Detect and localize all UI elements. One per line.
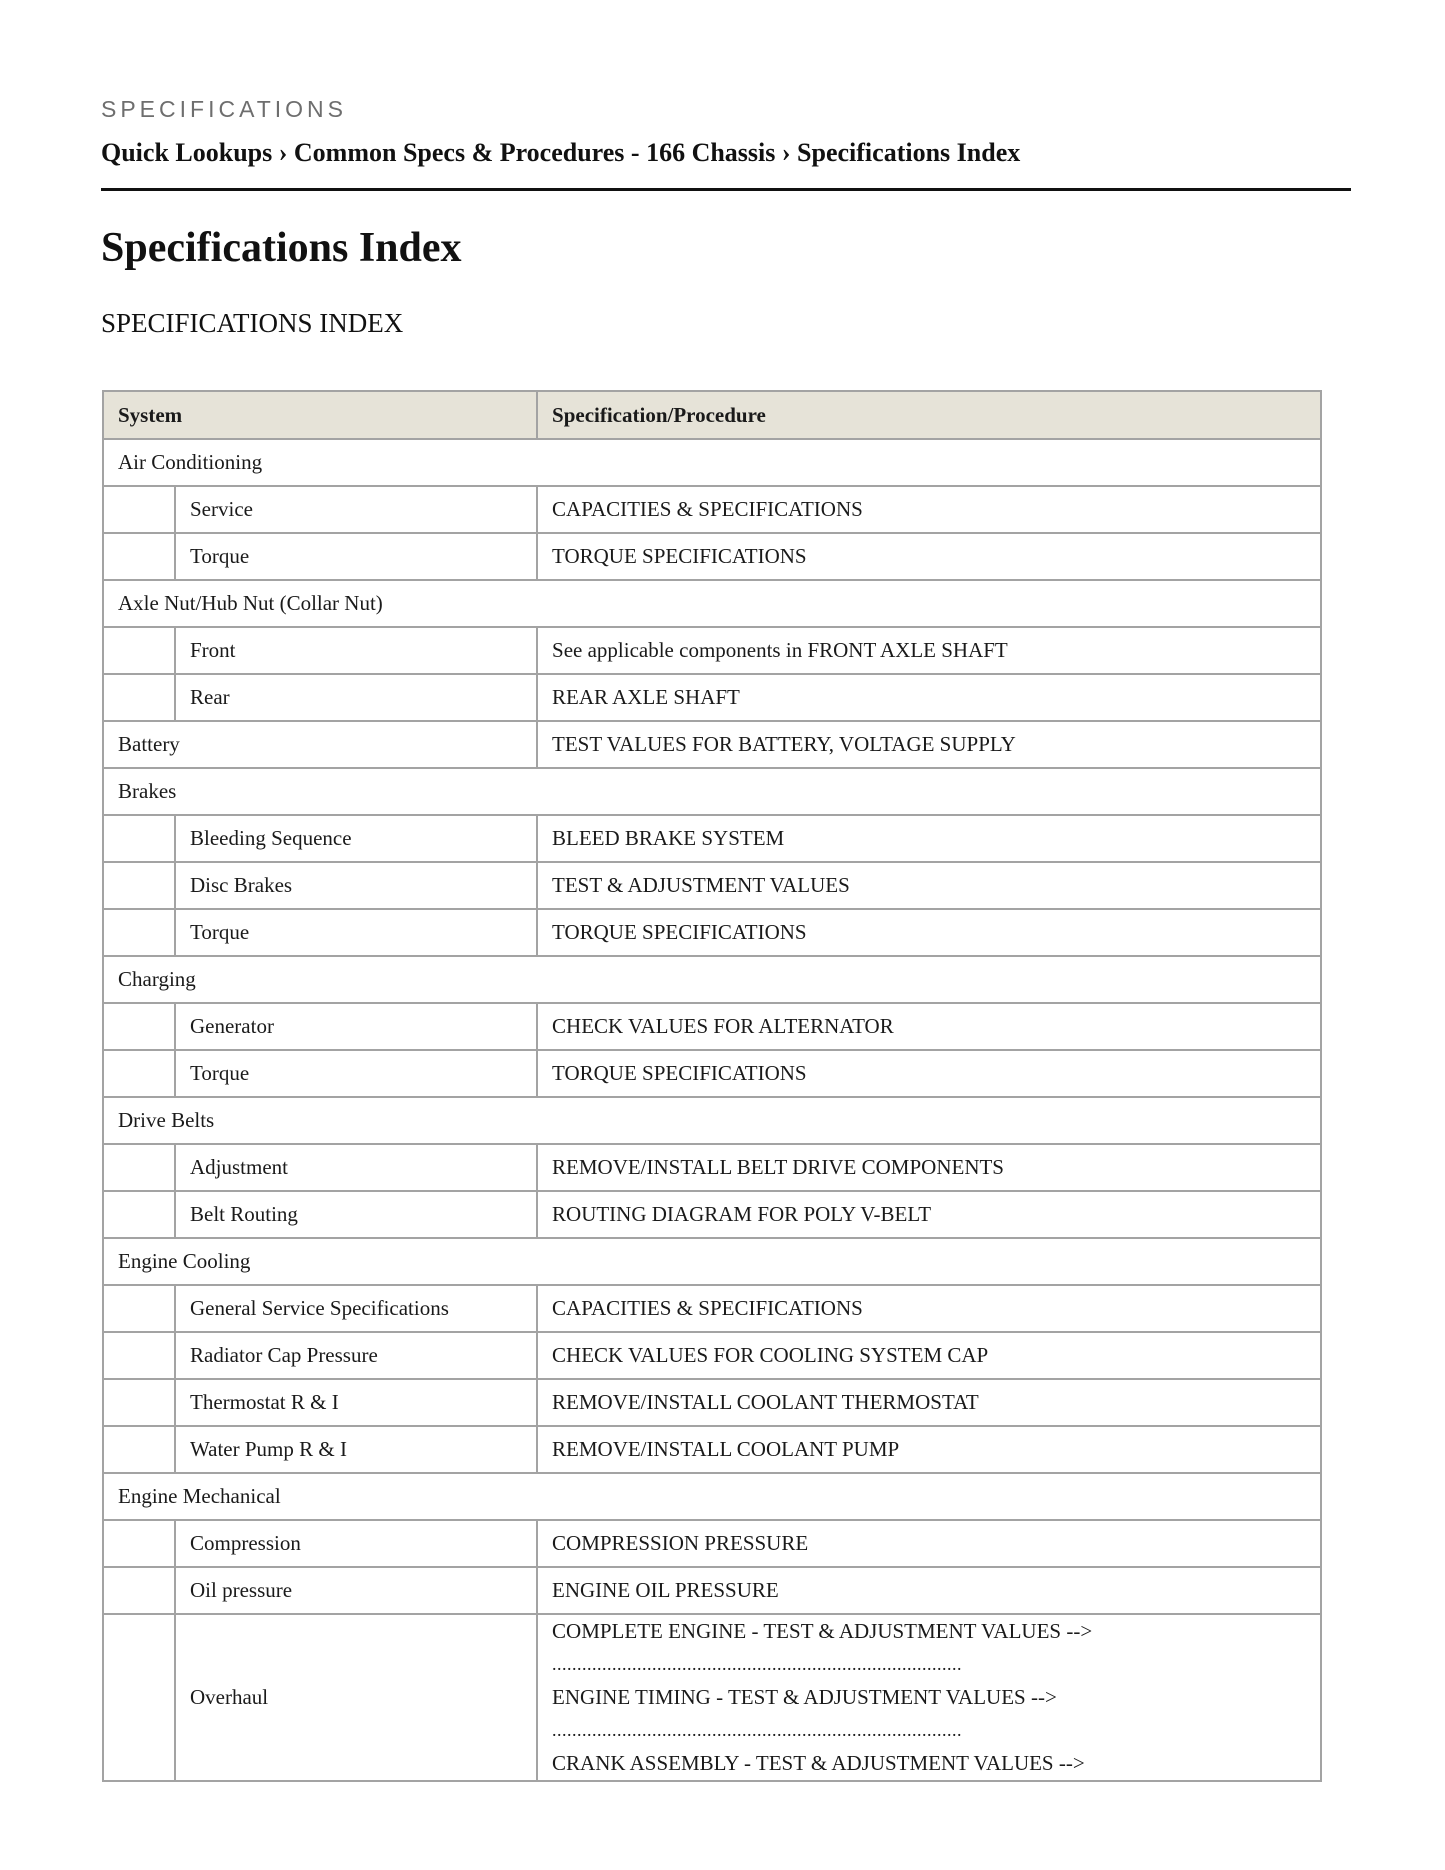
spec-procedure-link[interactable]: ENGINE TIMING - TEST & ADJUSTMENT VALUES --> [552, 1685, 1057, 1709]
table-row [103, 1520, 1321, 1567]
indent-cell [103, 1426, 175, 1473]
spec-procedure-link[interactable]: TEST & ADJUSTMENT VALUES [537, 862, 1321, 909]
subsystem-name: Compression [175, 1520, 537, 1567]
column-header-spec: Specification/Procedure [537, 391, 1321, 439]
subsystem-name: Service [175, 486, 537, 533]
indent-cell [103, 909, 175, 956]
table-row [103, 674, 1321, 721]
table-row [103, 533, 1321, 580]
table-row [103, 1285, 1321, 1332]
indent-cell [103, 1285, 175, 1332]
indent-cell [103, 1567, 175, 1614]
subsystem-name: Front [175, 627, 537, 674]
system-name: Engine Cooling [103, 1238, 1321, 1285]
subsystem-name: Overhaul [175, 1614, 537, 1781]
table-body [103, 439, 1321, 1781]
subsystem-name: Belt Routing [175, 1191, 537, 1238]
table-row [103, 1379, 1321, 1426]
spec-procedure-link[interactable]: ENGINE OIL PRESSURE [537, 1567, 1321, 1614]
table-header-row [103, 391, 1321, 439]
indent-cell [103, 1332, 175, 1379]
subsystem-name: General Service Specifications [175, 1285, 537, 1332]
system-name: Engine Mechanical [103, 1473, 1321, 1520]
spec-procedure-link[interactable]: REMOVE/INSTALL COOLANT PUMP [537, 1426, 1321, 1473]
subsystem-name: Torque [175, 909, 537, 956]
table-row [103, 862, 1321, 909]
table-row [103, 721, 1321, 768]
table-row [103, 1050, 1321, 1097]
table-row [103, 1426, 1321, 1473]
spec-procedure-cell [537, 1614, 1321, 1781]
indent-cell [103, 533, 175, 580]
indent-cell [103, 1191, 175, 1238]
section-eyebrow: SPECIFICATIONS [101, 96, 347, 122]
table-row [103, 627, 1321, 674]
spec-procedure-link[interactable]: See applicable components in FRONT AXLE SHAFT [537, 627, 1321, 674]
spec-procedure-link[interactable]: CAPACITIES & SPECIFICATIONS [537, 486, 1321, 533]
table-row [103, 486, 1321, 533]
spec-procedure-link[interactable]: ROUTING DIAGRAM FOR POLY V-BELT [537, 1191, 1321, 1238]
section-row [103, 580, 1321, 627]
subsystem-name: Adjustment [175, 1144, 537, 1191]
system-name: Brakes [103, 768, 1321, 815]
spec-procedure-link[interactable]: REMOVE/INSTALL COOLANT THERMOSTAT [537, 1379, 1321, 1426]
subsystem-name: Oil pressure [175, 1567, 537, 1614]
subsystem-name: Rear [175, 674, 537, 721]
spec-procedure-link[interactable]: CHECK VALUES FOR ALTERNATOR [537, 1003, 1321, 1050]
table-row [103, 1614, 1321, 1781]
subsystem-name: Bleeding Sequence [175, 815, 537, 862]
system-name: Air Conditioning [103, 439, 1321, 486]
system-name: Drive Belts [103, 1097, 1321, 1144]
breadcrumb[interactable]: Quick Lookups › Common Specs & Procedures - 166 Chassis › Specifications Index [101, 138, 1021, 167]
section-row [103, 439, 1321, 486]
dotted-separator: .................................................................................. [552, 1720, 963, 1740]
indent-cell [103, 1379, 175, 1426]
section-row [103, 1097, 1321, 1144]
table-row [103, 815, 1321, 862]
indent-cell [103, 1614, 175, 1781]
spec-procedure-link[interactable]: CAPACITIES & SPECIFICATIONS [537, 1285, 1321, 1332]
system-name: Battery [103, 721, 537, 768]
indent-cell [103, 862, 175, 909]
subsystem-name: Torque [175, 1050, 537, 1097]
page-subheading: SPECIFICATIONS INDEX [101, 308, 404, 338]
spec-procedure-link[interactable]: REMOVE/INSTALL BELT DRIVE COMPONENTS [537, 1144, 1321, 1191]
spec-procedure-link[interactable]: TEST VALUES FOR BATTERY, VOLTAGE SUPPLY [537, 721, 1321, 768]
spec-procedure-link[interactable]: CHECK VALUES FOR COOLING SYSTEM CAP [537, 1332, 1321, 1379]
system-name: Axle Nut/Hub Nut (Collar Nut) [103, 580, 1321, 627]
spec-procedure-link[interactable]: REAR AXLE SHAFT [537, 674, 1321, 721]
column-header-system: System [103, 391, 537, 439]
spec-procedure-link[interactable]: CRANK ASSEMBLY - TEST & ADJUSTMENT VALUES --> [552, 1751, 1085, 1775]
spec-procedure-link[interactable]: TORQUE SPECIFICATIONS [537, 909, 1321, 956]
indent-cell [103, 674, 175, 721]
indent-cell [103, 1050, 175, 1097]
subsystem-name: Torque [175, 533, 537, 580]
specifications-table [102, 390, 1322, 1782]
indent-cell [103, 815, 175, 862]
section-row [103, 956, 1321, 1003]
subsystem-name: Disc Brakes [175, 862, 537, 909]
indent-cell [103, 1520, 175, 1567]
spec-procedure-link[interactable]: COMPRESSION PRESSURE [537, 1520, 1321, 1567]
spec-procedure-link[interactable]: BLEED BRAKE SYSTEM [537, 815, 1321, 862]
indent-cell [103, 486, 175, 533]
spec-procedure-link[interactable]: TORQUE SPECIFICATIONS [537, 1050, 1321, 1097]
subsystem-name: Thermostat R & I [175, 1379, 537, 1426]
table-row [103, 1144, 1321, 1191]
table-row [103, 1567, 1321, 1614]
spec-procedure-link[interactable]: COMPLETE ENGINE - TEST & ADJUSTMENT VALUES --> [552, 1619, 1093, 1643]
subsystem-name: Generator [175, 1003, 537, 1050]
system-name: Charging [103, 956, 1321, 1003]
indent-cell [103, 1003, 175, 1050]
section-row [103, 1473, 1321, 1520]
indent-cell [103, 627, 175, 674]
table-row [103, 1332, 1321, 1379]
page-title: Specifications Index [101, 225, 462, 271]
table-row [103, 909, 1321, 956]
spec-procedure-link[interactable]: TORQUE SPECIFICATIONS [537, 533, 1321, 580]
section-row [103, 1238, 1321, 1285]
header-divider [101, 188, 1351, 191]
indent-cell [103, 1144, 175, 1191]
table-row [103, 1003, 1321, 1050]
table-row [103, 1191, 1321, 1238]
section-row [103, 768, 1321, 815]
subsystem-name: Water Pump R & I [175, 1426, 537, 1473]
subsystem-name: Radiator Cap Pressure [175, 1332, 537, 1379]
dotted-separator: .................................................................................. [552, 1654, 963, 1674]
